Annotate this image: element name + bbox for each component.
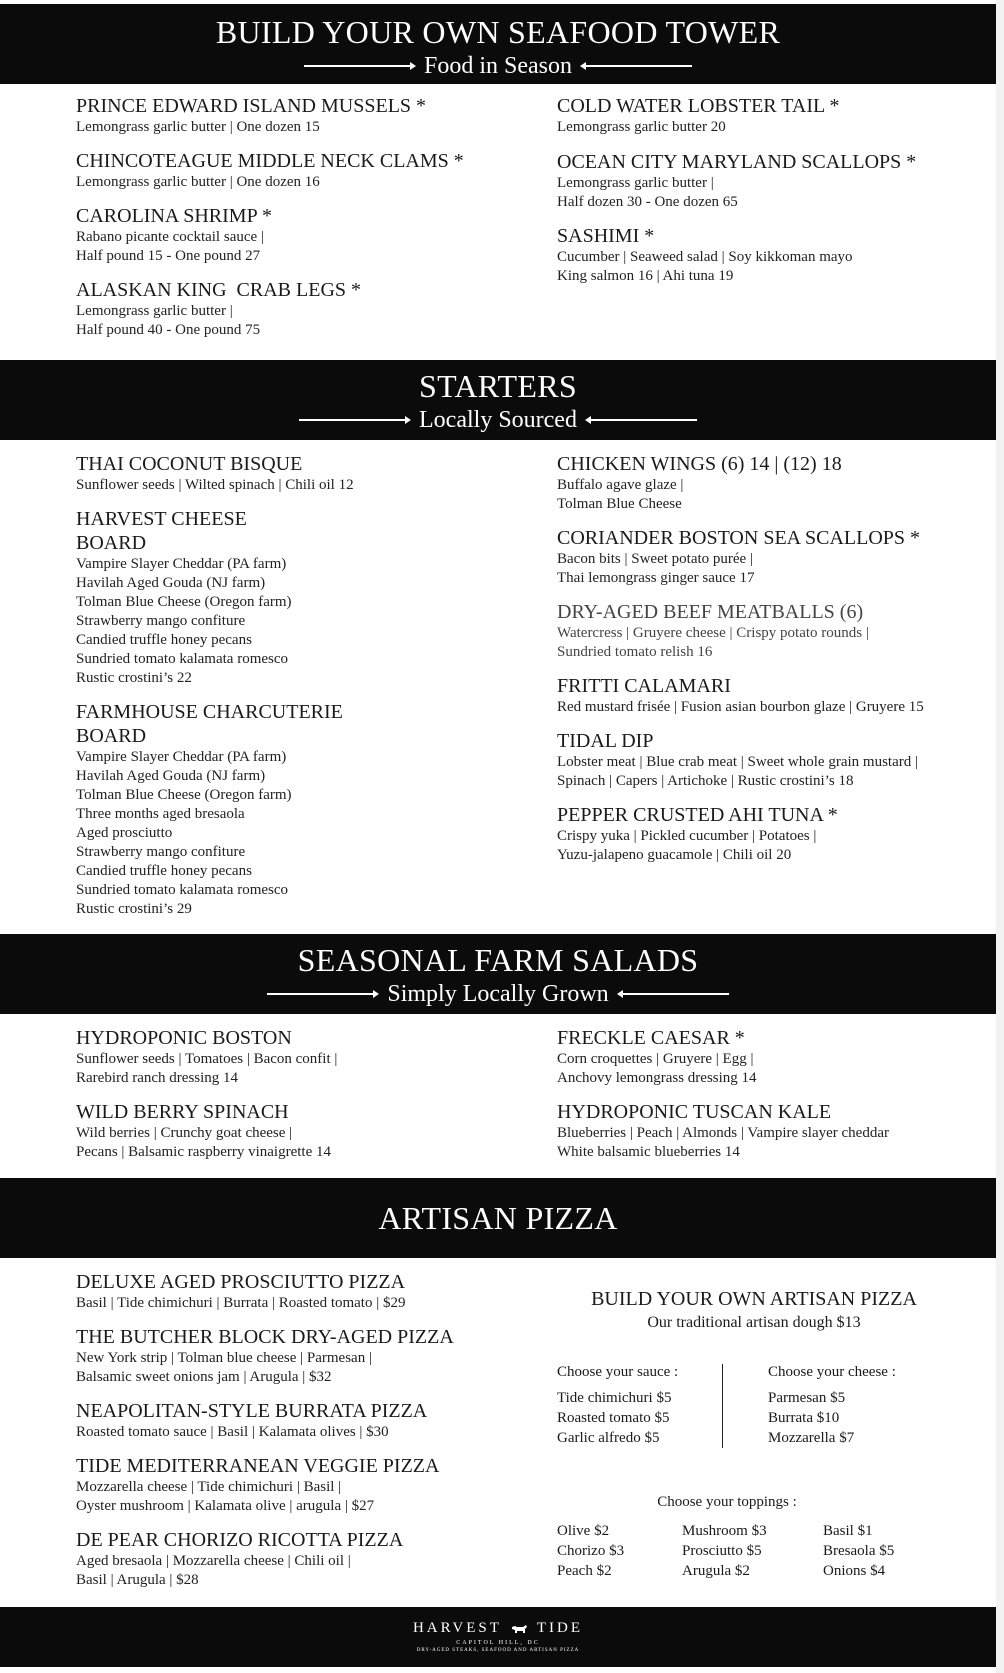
- divider-line: [267, 993, 377, 995]
- item-description: Crispy yuka | Pickled cucumber | Potatoes | Yuzu-jalapeno guacamole | Chili oil 20: [557, 828, 817, 863]
- toppings-heading: Choose your toppings :: [657, 1494, 797, 1510]
- item-description: Blueberries | Peach | Almonds | Vampire slayer cheddar White balsamic blueberries 14: [557, 1125, 889, 1160]
- item-name: THAI COCONUT BISQUE: [76, 453, 303, 475]
- item-name: HYDROPONIC TUSCAN KALE: [557, 1101, 832, 1123]
- section-subtitle: Food in Season: [423, 53, 572, 79]
- item-name: NEAPOLITAN-STYLE BURRATA PIZZA: [76, 1400, 428, 1422]
- item-name: CHICKEN WINGS (6) 14 | (12) 18: [557, 453, 842, 475]
- sauce-option: Roasted tomato $5: [557, 1410, 670, 1426]
- item-description: Bacon bits | Sweet potato purée | Thai lemongrass ginger sauce 17: [557, 551, 755, 586]
- divider-line: [299, 419, 409, 421]
- topping-option: Prosciutto $5: [682, 1543, 762, 1559]
- menu-item: [557, 94, 977, 137]
- seafood-header: [0, 4, 996, 84]
- menu-item: [76, 149, 516, 192]
- menu-item: [76, 1026, 516, 1088]
- cheese-option: Parmesan $5: [768, 1390, 846, 1406]
- item-description: Vampire Slayer Cheddar (PA farm) Havilah Aged Gouda (NJ farm) Tolman Blue Cheese (Oregon farm) Three months aged bresaola Aged prosciutto Strawberry mango confiture Candied truffle honey pecans Sundried tomato kalamata romesco Rustic crostini’s 29: [76, 749, 292, 917]
- tagline: DRY-AGED STEAKS, SEAFOOD AND ARTISAN PIZZA: [416, 1648, 580, 1653]
- item-description: Rabano picante cocktail sauce | Half pound 15 - One pound 27: [76, 229, 264, 264]
- item-description: Lemongrass garlic butter | Half dozen 30 - One dozen 65: [557, 175, 738, 210]
- cheese-option: Burrata $10: [768, 1410, 840, 1426]
- divider-line: [587, 419, 697, 421]
- menu-item: [76, 700, 516, 919]
- section-subtitle: Simply Locally Grown: [387, 981, 609, 1007]
- item-description: Basil | Tide chimichuri | Burrata | Roasted tomato | $29: [76, 1295, 406, 1311]
- starters-header: [0, 360, 996, 440]
- topping-option: Chorizo $3: [557, 1543, 625, 1559]
- section-title: SEASONAL FARM SALADS: [297, 942, 699, 978]
- item-description: Lemongrass garlic butter | One dozen 15: [76, 119, 320, 135]
- brand-name-left: HARVEST: [412, 1620, 502, 1636]
- item-description: Wild berries | Crunchy goat cheese | Pecans | Balsamic raspberry vinaigrette 14: [76, 1125, 331, 1160]
- sauce-heading: Choose your sauce :: [557, 1364, 679, 1380]
- menu-item: [76, 1454, 526, 1516]
- item-description: Lemongrass garlic butter | One dozen 16: [76, 174, 320, 190]
- topping-option: Onions $4: [823, 1563, 886, 1579]
- menu-item: [557, 600, 987, 662]
- topping-option: Olive $2: [557, 1523, 610, 1539]
- item-name: DRY-AGED BEEF MEATBALLS (6): [557, 601, 864, 623]
- item-name: COLD WATER LOBSTER TAIL *: [557, 95, 840, 117]
- menu-item: [557, 674, 987, 717]
- item-name: HYDROPONIC BOSTON: [76, 1027, 292, 1049]
- location: CAPITOL HILL, DC: [456, 1640, 540, 1646]
- sauce-option: Garlic alfredo $5: [557, 1430, 660, 1446]
- seafood-right-column: [557, 94, 977, 296]
- item-name: DE PEAR CHORIZO RICOTTA PIZZA: [76, 1529, 404, 1551]
- item-description: New York strip | Tolman blue cheese | Parmesan | Balsamic sweet onions jam | Arugula | $32: [76, 1350, 372, 1385]
- menu-item: [76, 1399, 526, 1442]
- pizza-left-column: [76, 1270, 526, 1600]
- salads-left-column: [76, 1026, 516, 1172]
- item-name: CAROLINA SHRIMP *: [76, 205, 272, 227]
- item-description: Sunflower seeds | Wilted spinach | Chili oil 12: [76, 477, 354, 493]
- menu-item: [557, 1100, 987, 1162]
- item-description: Lobster meat | Blue crab meat | Sweet whole grain mustard | Spinach | Capers | Artichoke | Rustic crostini’s 18: [557, 754, 918, 789]
- item-name: FRITTI CALAMARI: [557, 675, 731, 697]
- starters-right-column: [557, 452, 987, 875]
- options-divider: [722, 1364, 723, 1448]
- menu-item: [557, 1026, 987, 1088]
- byo-subtitle: Our traditional artisan dough $13: [647, 1314, 861, 1331]
- sauce-option: Tide chimichuri $5: [557, 1390, 672, 1406]
- section-title: STARTERS: [419, 368, 577, 404]
- item-description: Watercress | Gruyere cheese | Crispy potato rounds | Sundried tomato relish 16: [557, 625, 869, 660]
- toppings-column-1: [557, 1521, 677, 1581]
- page-edge: [996, 0, 1004, 1673]
- item-name: THE BUTCHER BLOCK DRY-AGED PIZZA: [76, 1326, 454, 1348]
- salads-right-column: [557, 1026, 987, 1172]
- item-description: Red mustard frisée | Fusion asian bourbon glaze | Gruyere 15: [557, 699, 924, 715]
- seafood-left-column: [76, 94, 516, 350]
- item-description: Lemongrass garlic butter | Half pound 40 - One pound 75: [76, 303, 261, 338]
- footer: [0, 1607, 996, 1667]
- topping-option: Bresaola $5: [823, 1543, 895, 1559]
- menu-item: [76, 278, 516, 340]
- item-name: CHINCOTEAGUE MIDDLE NECK CLAMS *: [76, 150, 464, 172]
- pizza-header: [0, 1178, 996, 1258]
- item-description: Sunflower seeds | Tomatoes | Bacon confit | Rarebird ranch dressing 14: [76, 1051, 338, 1086]
- item-description: Mozzarella cheese | Tide chimichuri | Basil | Oyster mushroom | Kalamata olive | arugula | $27: [76, 1479, 375, 1514]
- menu-item: [76, 1325, 526, 1387]
- item-description: Buffalo agave glaze | Tolman Blue Cheese: [557, 477, 684, 512]
- item-name: OCEAN CITY MARYLAND SCALLOPS *: [557, 151, 917, 173]
- toppings-column-3: [823, 1521, 943, 1581]
- sauce-options: [557, 1362, 737, 1448]
- divider-line: [304, 65, 414, 67]
- menu-item: [557, 452, 987, 514]
- item-description: Corn croquettes | Gruyere | Egg | Anchovy lemongrass dressing 14: [557, 1051, 757, 1086]
- menu-item: [557, 224, 977, 286]
- item-name: FRECKLE CAESAR *: [557, 1027, 745, 1049]
- menu-item: [76, 204, 516, 266]
- cheese-option: Mozzarella $7: [768, 1430, 855, 1446]
- menu-item: [76, 452, 516, 495]
- item-description: Aged bresaola | Mozzarella cheese | Chili oil | Basil | Arugula | $28: [76, 1553, 351, 1588]
- item-description: Lemongrass garlic butter 20: [557, 119, 726, 135]
- bull-icon: [510, 1623, 528, 1635]
- item-name: TIDE MEDITERRANEAN VEGGIE PIZZA: [76, 1455, 440, 1477]
- item-name: TIDAL DIP: [557, 730, 654, 752]
- item-name: PRINCE EDWARD ISLAND MUSSELS *: [76, 95, 427, 117]
- salads-header: [0, 934, 996, 1014]
- cheese-heading: Choose your cheese :: [768, 1364, 896, 1380]
- menu-item: [557, 150, 977, 212]
- toppings-column-2: [682, 1521, 812, 1581]
- cheese-options: [768, 1362, 968, 1448]
- menu-item: [557, 526, 987, 588]
- item-name: WILD BERRY SPINACH: [76, 1101, 289, 1123]
- topping-option: Basil $1: [823, 1523, 873, 1539]
- build-your-own-pizza: [554, 1287, 954, 1333]
- divider-line: [582, 65, 692, 67]
- brand-logo: [0, 1619, 996, 1637]
- item-name: DELUXE AGED PROSCIUTTO PIZZA: [76, 1271, 406, 1293]
- topping-option: Arugula $2: [682, 1563, 750, 1579]
- byo-title: BUILD YOUR OWN ARTISAN PIZZA: [591, 1288, 917, 1310]
- item-name: ALASKAN KING CRAB LEGS *: [76, 279, 362, 301]
- topping-option: Mushroom $3: [682, 1523, 767, 1539]
- item-name: FARMHOUSE CHARCUTERIE BOARD: [76, 701, 343, 747]
- menu-item: [76, 1270, 526, 1313]
- menu-item: [76, 1528, 526, 1590]
- brand-name-right: TIDE: [536, 1620, 584, 1636]
- section-title: BUILD YOUR OWN SEAFOOD TOWER: [215, 14, 781, 50]
- item-name: HARVEST CHEESE BOARD: [76, 508, 247, 554]
- menu-item: [76, 94, 516, 137]
- topping-option: Peach $2: [557, 1563, 612, 1579]
- item-description: Vampire Slayer Cheddar (PA farm) Havilah Aged Gouda (NJ farm) Tolman Blue Cheese (Oregon farm) Strawberry mango confiture Candied truffle honey pecans Sundried tomato kalamata romesco Rustic crostini’s 22: [76, 556, 292, 686]
- menu-item: [76, 507, 516, 688]
- menu-item: [557, 803, 987, 865]
- item-description: Cucumber | Seaweed salad | Soy kikkoman mayo King salmon 16 | Ahi tuna 19: [557, 249, 853, 284]
- menu-item: [557, 729, 987, 791]
- section-subtitle: Locally Sourced: [419, 407, 577, 433]
- menu-item: [76, 1100, 516, 1162]
- item-description: Roasted tomato sauce | Basil | Kalamata olives | $30: [76, 1424, 389, 1440]
- divider-line: [619, 993, 729, 995]
- item-name: CORIANDER BOSTON SEA SCALLOPS *: [557, 527, 921, 549]
- section-title: ARTISAN PIZZA: [378, 1200, 618, 1236]
- item-name: SASHIMI *: [557, 225, 655, 247]
- item-name: PEPPER CRUSTED AHI TUNA *: [557, 804, 838, 826]
- starters-left-column: [76, 452, 516, 929]
